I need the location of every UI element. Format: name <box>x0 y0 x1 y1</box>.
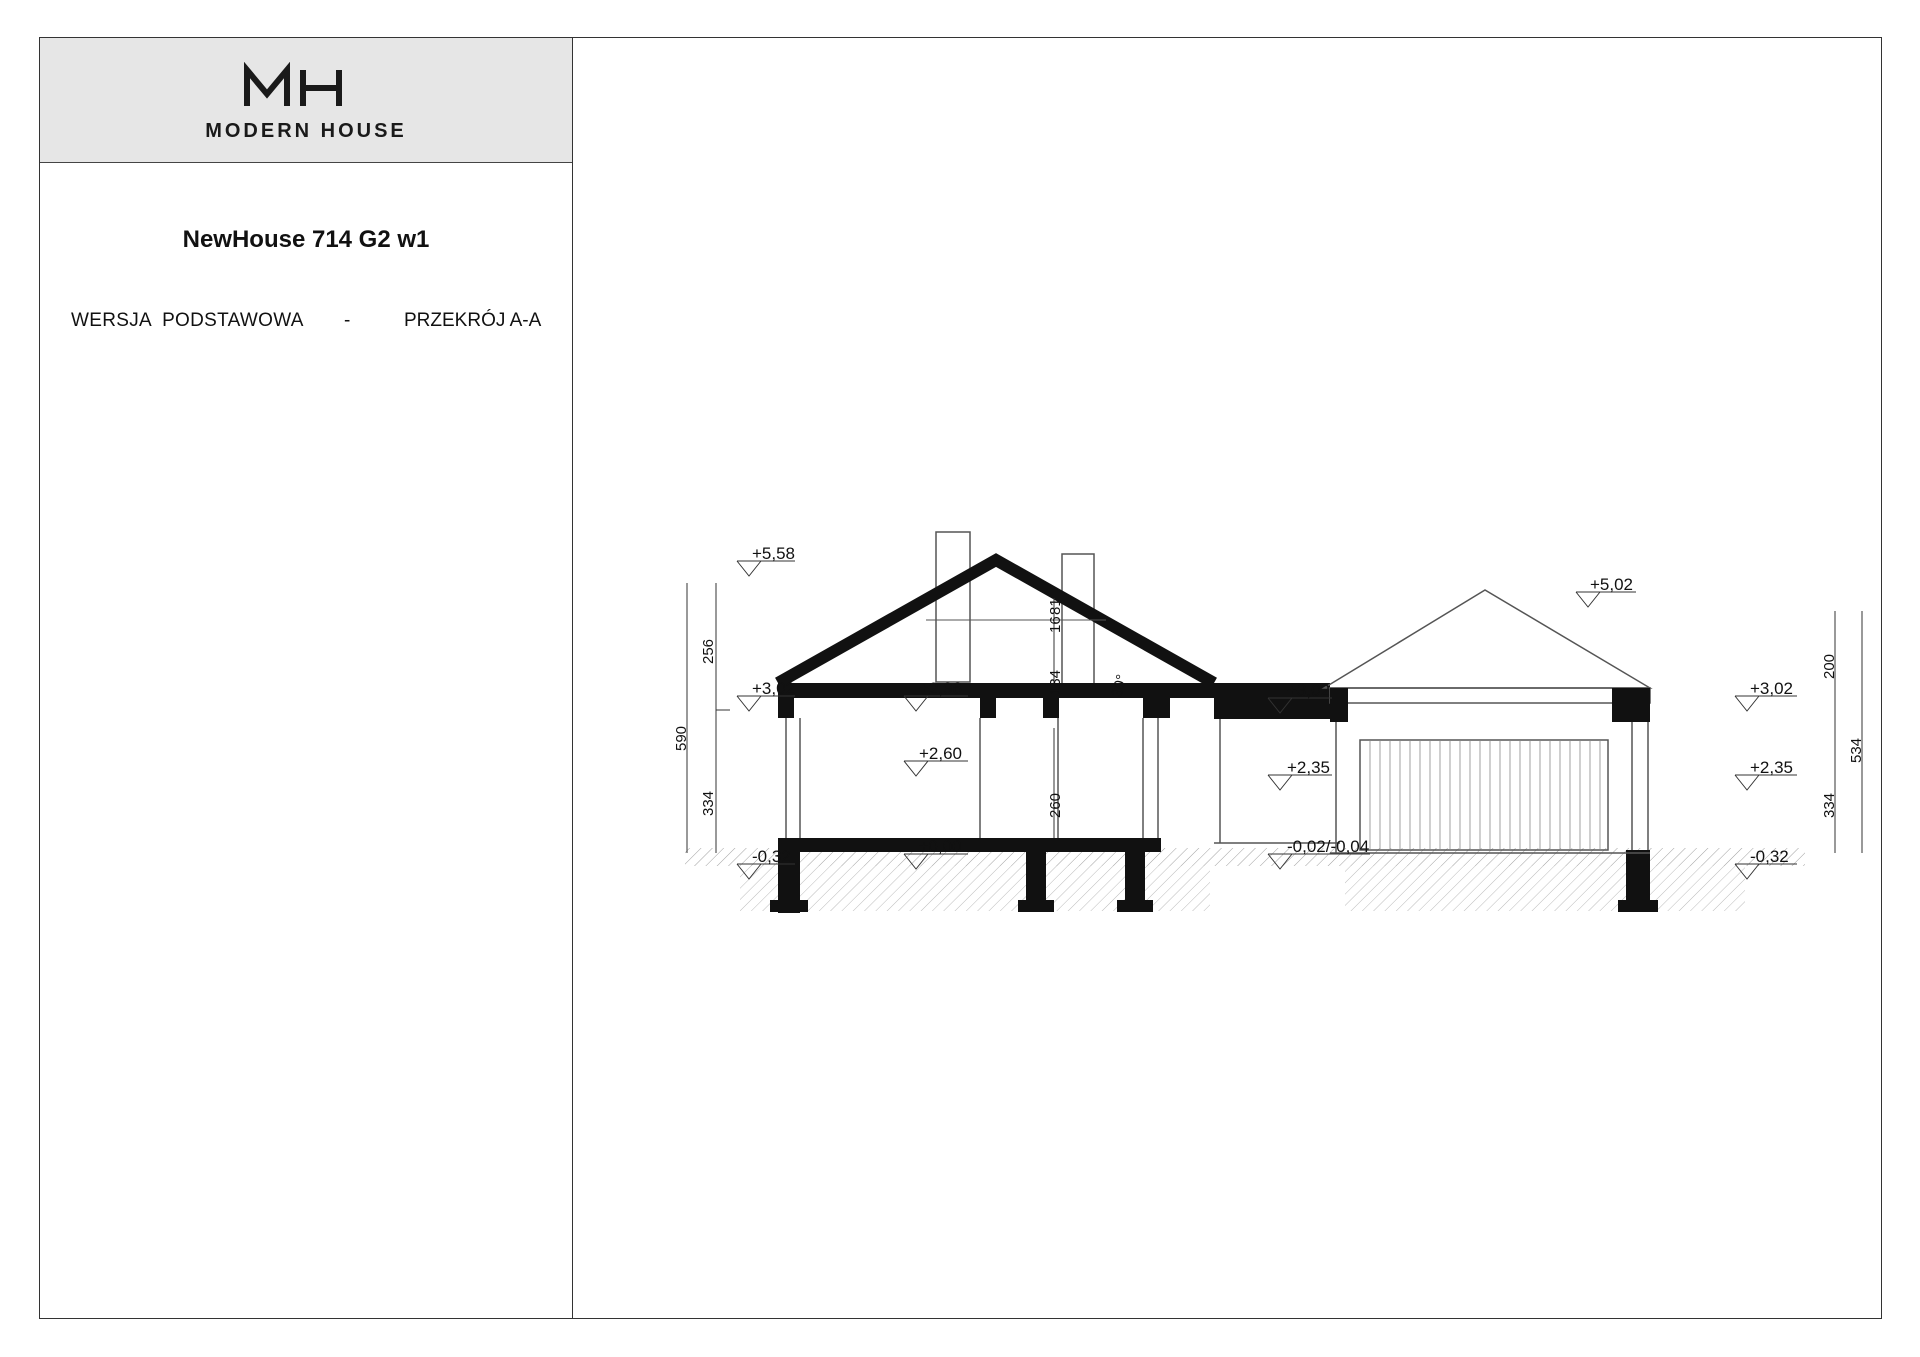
level-ground-right: -0,32 <box>1750 847 1789 866</box>
level-ridge-garage: +5,02 <box>1590 575 1634 594</box>
dim-ridge-part2: 81 <box>1047 598 1064 615</box>
brand-name: MODERN HOUSE <box>205 120 407 142</box>
level-eave-mid: +3,02 <box>1287 681 1331 700</box>
mh-logo-icon <box>243 62 371 110</box>
logo-header <box>40 38 572 163</box>
drawing-sheet-frame <box>39 37 1882 1319</box>
level-eave-left: +3,02 <box>752 679 796 698</box>
level-eave-right: +3,02 <box>1750 679 1794 698</box>
roof-angle-label: 30° <box>1108 672 1131 700</box>
level-ground-left: -0,32 <box>752 847 791 866</box>
level-garage-floor: -0,02/-0,04 <box>1287 837 1370 856</box>
view-label: PRZEKRÓJ A-A <box>404 310 542 331</box>
title-block <box>40 38 573 1318</box>
subtitle-separator: - <box>344 310 351 331</box>
cross-section-diagram <box>573 38 1883 1320</box>
dim-room-height: 260 <box>1047 792 1064 818</box>
dim-total-right: 534 <box>1848 737 1865 763</box>
level-attic-floor: +2,96 <box>919 679 963 698</box>
version-label: WERSJA PODSTAWOWA <box>71 310 304 331</box>
dim-lower-left: 334 <box>700 790 717 816</box>
dim-attic-height: 134 <box>1047 669 1064 695</box>
section-drawing-area <box>573 38 1881 1318</box>
level-ceiling-garage-right: +2,35 <box>1750 758 1794 777</box>
level-ceiling-garage-left: +2,35 <box>1287 758 1331 777</box>
dim-total-left: 590 <box>673 725 690 751</box>
dim-lower-right: 334 <box>1821 792 1838 818</box>
project-title: NewHouse 714 G2 w1 <box>182 226 430 253</box>
dim-upper-left: 256 <box>700 638 717 664</box>
dim-upper-right: 200 <box>1821 653 1838 679</box>
dim-ridge-part: 16 <box>1047 616 1064 633</box>
level-floor: ±0,00 <box>919 837 962 856</box>
level-ceiling: +2,60 <box>919 744 963 763</box>
level-ridge-house: +5,58 <box>752 544 796 563</box>
